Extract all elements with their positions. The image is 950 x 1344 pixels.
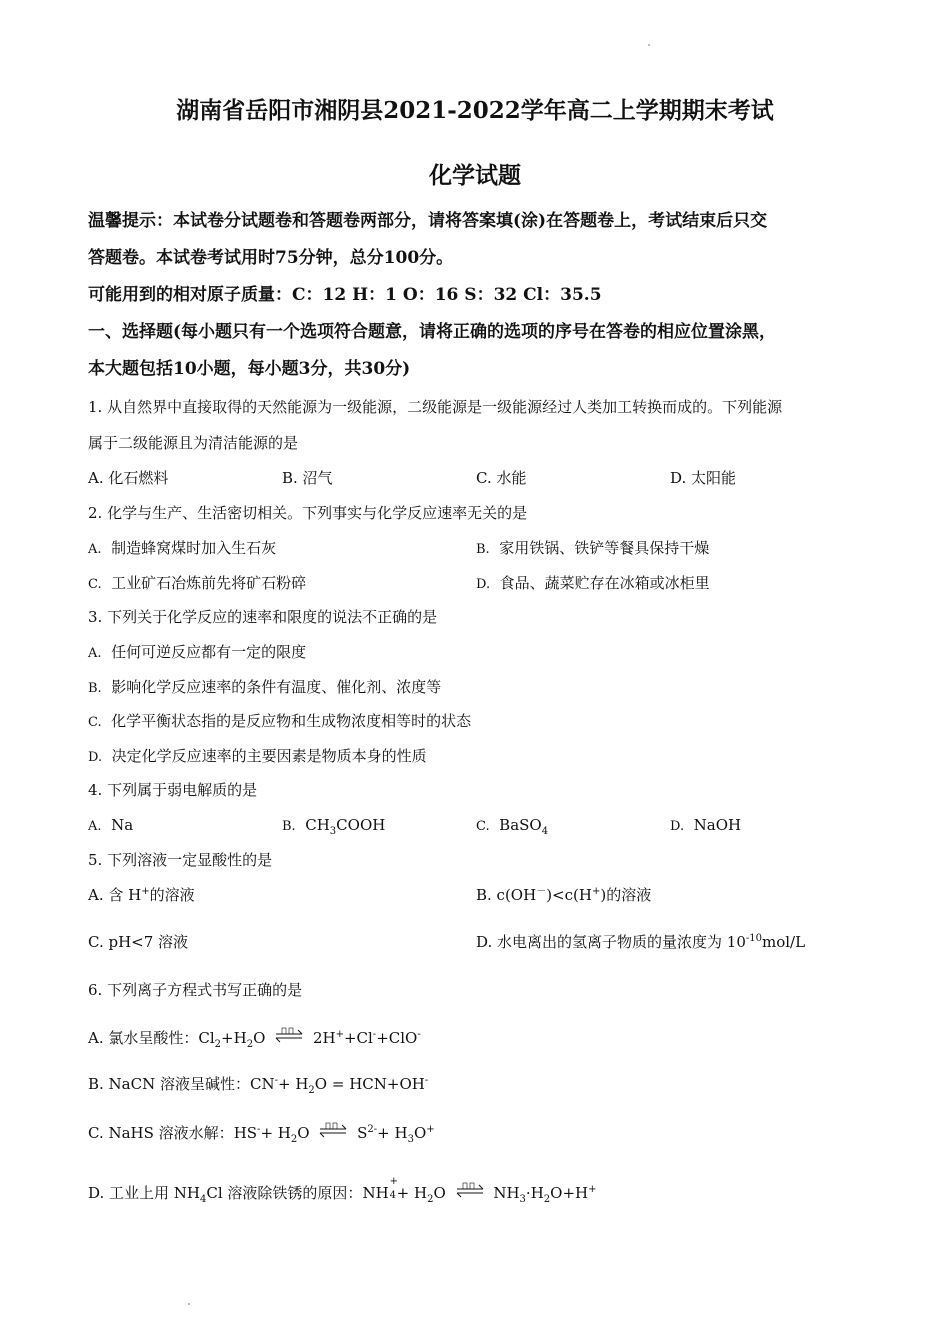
q6-a-r2: +Cl — [343, 1029, 373, 1047]
q5-option-a — [88, 885, 195, 905]
q6-option-d-label-post: Cl 溶液除铁锈的原因： — [206, 1184, 363, 1202]
q6-a-l2: +H — [221, 1029, 247, 1047]
q6-d-r3: O+H — [550, 1184, 589, 1202]
q5-option-d-sup: -10 — [745, 933, 762, 944]
section-heading-line-1: 一、选择题(每小题只有一个选项符合题意，请将正确的选项的序号在答卷的相应位置涂黑， — [88, 322, 777, 342]
q2-option-d-text: 食品、蔬菜贮存在冰箱或冰柜里 — [499, 574, 710, 592]
exam-title: 湖南省岳阳市湘阴县2021-2022学年高二上学期期末考试 — [176, 97, 774, 124]
q6-c-1-sup: - — [257, 1124, 261, 1135]
q4-option-c-sub: 4 — [541, 826, 549, 837]
q2-option-d — [476, 573, 710, 595]
q4-option-d-text: NaOH — [693, 816, 742, 834]
exam-subject-title: 化学试题 — [429, 162, 521, 189]
q2-option-c-text: 工业矿石冶炼前先将矿石粉碎 — [111, 574, 307, 592]
q4-stem: 4. 下列属于弱电解质的是 — [88, 781, 258, 799]
q5-option-a-sup: + — [141, 886, 150, 897]
q1-option-d: D. 太阳能 — [670, 469, 737, 487]
q6-a-l2-sub: 2 — [246, 1039, 254, 1050]
q6-a-r2-sup: - — [372, 1029, 377, 1040]
q5-option-d — [476, 932, 805, 952]
q2-option-a-letter: A. — [88, 542, 102, 557]
q5-option-d-pre: D. 水电离出的氢离子物质的量浓度为 10 — [476, 933, 746, 951]
q4-option-d — [670, 815, 741, 837]
q6-a-l3: O — [253, 1029, 266, 1047]
q6-c-r1-sup: 2- — [367, 1124, 378, 1135]
q6-d-r2: ·H — [525, 1184, 544, 1202]
q3-option-a-text: 任何可逆反应都有一定的限度 — [111, 643, 307, 661]
q2-option-a — [88, 538, 276, 560]
q5-option-d-post: mol/L — [762, 933, 806, 951]
reversible-arrow-icon — [453, 1182, 487, 1200]
q4-option-b — [282, 815, 385, 837]
q1-option-a: A. 化石燃料 — [88, 469, 169, 487]
q6-c-2: + H — [260, 1124, 291, 1142]
q2-option-c — [88, 573, 306, 595]
q4-option-b-post: COOH — [336, 816, 386, 834]
q6-d-r3-sup: + — [588, 1184, 597, 1195]
q2-option-a-text: 制造蜂窝煤时加入生石灰 — [111, 539, 277, 557]
q3-option-c-letter: C. — [88, 715, 102, 730]
q6-b-2: + H — [278, 1075, 309, 1093]
q4-option-b-letter: B. — [282, 819, 296, 834]
q5-option-b-sup: － — [536, 886, 547, 897]
q6-option-d — [88, 1176, 597, 1205]
q6-a-r1: 2H — [312, 1029, 336, 1047]
q6-a-r3: +ClO — [376, 1029, 418, 1047]
q6-d-r1-sub: 3 — [519, 1194, 526, 1205]
q5-option-b-sup2: + — [591, 886, 601, 897]
q1-option-b: B. 沼气 — [282, 469, 333, 487]
q3-option-d-text: 决定化学反应速率的主要因素是物质本身的性质 — [111, 747, 427, 765]
q4-option-c-letter: C. — [476, 819, 490, 834]
q5-option-a-post: 的溶液 — [149, 886, 195, 904]
q6-d-3: O — [433, 1184, 446, 1202]
section-heading-line-2: 本大题包括10小题，每小题3分，共30分) — [88, 359, 411, 379]
scan-dot — [648, 44, 650, 46]
q5-option-a-pre: A. 含 H — [88, 886, 142, 904]
q2-option-d-letter: D. — [476, 577, 491, 592]
q6-b-2-sub: 2 — [308, 1085, 315, 1096]
q2-option-c-letter: C. — [88, 577, 102, 592]
q4-option-c-pre: BaSO — [499, 816, 542, 834]
q3-option-c — [88, 711, 471, 733]
q6-d-1-charge: + 4 — [389, 1176, 399, 1201]
q3-option-d-letter: D. — [88, 750, 103, 765]
q6-a-r3-sup: - — [417, 1029, 421, 1040]
q6-c-3: O — [297, 1124, 310, 1142]
q6-c-1: HS — [233, 1124, 258, 1142]
scan-dot — [188, 1303, 190, 1305]
q4-option-b-pre: CH — [305, 816, 330, 834]
atomic-mass-line: 可能用到的相对原子质量：C：12 H：1 O：16 S：32 Cl：35.5 — [88, 285, 602, 305]
q5-option-c: C. pH<7 溶液 — [88, 933, 189, 951]
q3-option-b-letter: B. — [88, 681, 102, 696]
q1-stem-line-2: 属于二级能源且为清洁能源的是 — [88, 434, 299, 452]
q6-c-2-sub: 2 — [290, 1134, 298, 1145]
q2-option-b-letter: B. — [476, 542, 490, 557]
q6-c-r3-sup: + — [426, 1124, 435, 1135]
q6-c-r3: O — [413, 1124, 427, 1142]
reversible-arrow-icon — [272, 1027, 306, 1045]
reversible-arrow-icon — [316, 1122, 350, 1140]
q6-option-b-label: B. NaCN 溶液呈碱性： — [88, 1075, 250, 1093]
q6-b-1: CN — [250, 1075, 275, 1093]
q3-option-a-letter: A. — [88, 646, 102, 661]
q3-option-b-text: 影响化学反应速率的条件有温度、催化剂、浓度等 — [111, 678, 442, 696]
q1-option-c: C. 水能 — [476, 469, 527, 487]
q6-option-c — [88, 1122, 435, 1143]
q6-option-b — [88, 1074, 428, 1094]
q2-option-b-text: 家用铁锅、铁铲等餐具保持干燥 — [499, 539, 710, 557]
q2-stem: 2. 化学与生产、生活密切相关。下列事实与化学反应速率无关的是 — [88, 504, 528, 522]
q5-stem: 5. 下列溶液一定显酸性的是 — [88, 851, 273, 869]
q6-option-d-label-pre: D. 工业上用 NH — [88, 1184, 201, 1202]
q5-option-b-mid: )<c(H — [546, 886, 592, 904]
q5-option-b-pre: B. c(OH — [476, 886, 537, 904]
q6-option-a — [88, 1027, 421, 1048]
q4-option-d-letter: D. — [670, 819, 685, 834]
q6-d-2: + H — [396, 1184, 428, 1202]
q3-option-d — [88, 746, 427, 768]
q5-option-b — [476, 885, 651, 905]
q2-option-b — [476, 538, 709, 560]
q3-stem: 3. 下列关于化学反应的速率和限度的说法不正确的是 — [88, 608, 438, 626]
q6-stem: 6. 下列离子方程式书写正确的是 — [88, 981, 303, 999]
q5-option-b-post: )的溶液 — [600, 886, 652, 904]
q4-option-a-text: Na — [111, 816, 134, 834]
q6-option-a-label: A. 氯水呈酸性： — [88, 1029, 199, 1047]
q6-a-r1-sup: + — [335, 1029, 344, 1040]
q4-option-a-letter: A. — [88, 819, 102, 834]
q3-option-b — [88, 677, 441, 699]
q6-d-2-sub: 2 — [427, 1194, 434, 1205]
q3-option-c-text: 化学平衡状态指的是反应物和生成物浓度相等时的状态 — [111, 712, 472, 730]
notice-line-2: 答题卷。本试卷考试用时75分钟，总分100分。 — [88, 248, 454, 268]
q6-c-r2: + H — [377, 1124, 408, 1142]
notice-line-1: 温馨提示：本试卷分试题卷和答题卷两部分，请将答案填(涂)在答题卷上，考试结束后只交 — [88, 211, 768, 231]
q4-option-a — [88, 815, 133, 837]
q6-option-c-label: C. NaHS 溶液水解： — [88, 1124, 234, 1142]
q6-b-3-sup: - — [424, 1075, 429, 1086]
q6-c-r2-sub: 3 — [407, 1134, 414, 1145]
q6-d-r1: NH — [493, 1184, 520, 1202]
q3-option-a — [88, 642, 306, 664]
q6-d-r2-sub: 2 — [543, 1194, 551, 1205]
q6-a-l1-sub: 2 — [214, 1039, 222, 1050]
q4-option-b-sub: 3 — [329, 826, 337, 837]
q6-option-d-label-sub: 4 — [200, 1194, 207, 1205]
q1-stem-line-1: 1. 从自然界中直接取得的天然能源为一级能源，二级能源是一级能源经过人类加工转换而成的。下列能源 — [88, 398, 783, 416]
q6-b-3: O = HCN+OH — [314, 1075, 425, 1093]
q6-c-r1: S — [357, 1124, 368, 1142]
q4-option-c — [476, 815, 548, 837]
q6-d-1: NH — [362, 1184, 389, 1202]
q6-a-l1: Cl — [198, 1029, 215, 1047]
q6-b-1-sup: - — [274, 1075, 278, 1086]
